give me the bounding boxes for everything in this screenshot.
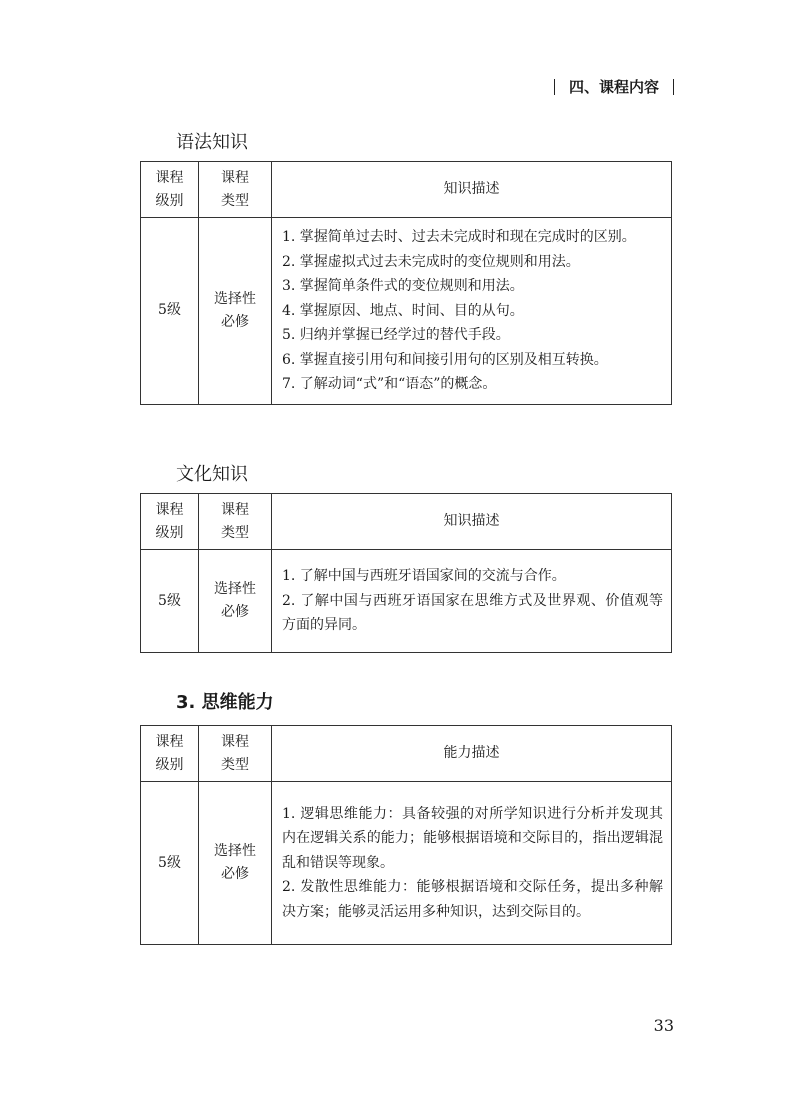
header-level-line2: 级别: [155, 192, 184, 209]
header-bar-left: [554, 79, 555, 95]
header-type: [199, 162, 272, 218]
cell-type-line2: 必修: [221, 866, 249, 882]
cell-level: 5级: [141, 550, 199, 653]
cell-level: 5级: [141, 218, 199, 405]
header-level-line2: 级别: [155, 756, 184, 773]
header-bar-right: [673, 79, 674, 95]
cell-type-line1: 选择性: [214, 843, 256, 859]
list-item: 4. 掌握原因、地点、时间、目的从句。: [282, 302, 524, 319]
header-level: [141, 726, 199, 782]
list-item: 3. 掌握简单条件式的变位规则和用法。: [282, 278, 524, 294]
cell-type: [199, 550, 272, 653]
header-level: [141, 494, 199, 550]
header-type-line2: 类型: [221, 192, 249, 209]
header-level-line2: 级别: [155, 524, 184, 541]
table-row: [141, 782, 672, 945]
list-item: 5. 归纳并掌握已经学过的替代手段。: [282, 327, 510, 343]
cell-description: [272, 550, 672, 653]
header-description: 知识描述: [272, 494, 672, 550]
cell-type-line1: 选择性: [214, 581, 256, 597]
header-description: 知识描述: [272, 162, 672, 218]
header-type: [199, 494, 272, 550]
table-row: [141, 218, 672, 405]
header-type: [199, 726, 272, 782]
header-type-line2: 类型: [221, 524, 249, 541]
cell-description: [272, 218, 672, 405]
cell-type: [199, 218, 272, 405]
list-item: 7. 了解动词“式”和“语态”的概念。: [282, 376, 497, 392]
header-title: 四、课程内容: [568, 78, 659, 96]
list-item: 1. 逻辑思维能力：具备较强的对所学知识进行分析并发现其内在逻辑关系的能力；能够根据语境和交际目的，指出逻辑混乱和错误等现象。: [282, 805, 663, 871]
culture-table: [140, 493, 672, 653]
grammar-table: [140, 161, 672, 405]
header-type-line2: 类型: [221, 756, 249, 773]
header-level: [141, 162, 199, 218]
table-header-row: [141, 726, 672, 782]
header-level-line1: 课程: [155, 501, 184, 518]
cell-level: 5级: [141, 782, 199, 945]
list-item: 1. 掌握简单过去时、过去未完成时和现在完成时的区别。: [282, 229, 636, 245]
header-description: 能力描述: [272, 726, 672, 782]
table-row: [141, 550, 672, 653]
table-header-row: [141, 494, 672, 550]
header-level-line1: 课程: [155, 733, 184, 750]
header-type-line1: 课程: [221, 169, 249, 186]
list-item: 1. 了解中国与西班牙语国家间的交流与合作。: [282, 568, 566, 585]
cell-type-line2: 必修: [221, 604, 249, 620]
cell-type-line2: 必修: [221, 313, 249, 330]
cell-description: [272, 782, 672, 945]
cell-type-line1: 选择性: [214, 290, 256, 307]
list-item: 2. 发散性思维能力：能够根据语境和交际任务，提出多种解决方案；能够灵活运用多种知识，达到交际目的。: [282, 879, 663, 920]
header-type-line1: 课程: [221, 501, 249, 518]
page-number: 33: [653, 1016, 674, 1035]
header-type-line1: 课程: [221, 733, 249, 750]
section-title-thinking: 3. 思维能力: [176, 692, 274, 713]
running-header: [554, 76, 674, 97]
section-title-grammar: 语法知识: [176, 132, 248, 153]
list-item: 2. 了解中国与西班牙语国家在思维方式及世界观、价值观等方面的异同。: [282, 592, 663, 634]
list-item: 2. 掌握虚拟式过去未完成时的变位规则和用法。: [282, 253, 580, 270]
thinking-table: [140, 725, 672, 945]
cell-type: [199, 782, 272, 945]
list-item: 6. 掌握直接引用句和间接引用句的区别及相互转换。: [282, 351, 608, 368]
header-level-line1: 课程: [155, 169, 184, 186]
section-title-culture: 文化知识: [176, 464, 248, 485]
table-header-row: [141, 162, 672, 218]
